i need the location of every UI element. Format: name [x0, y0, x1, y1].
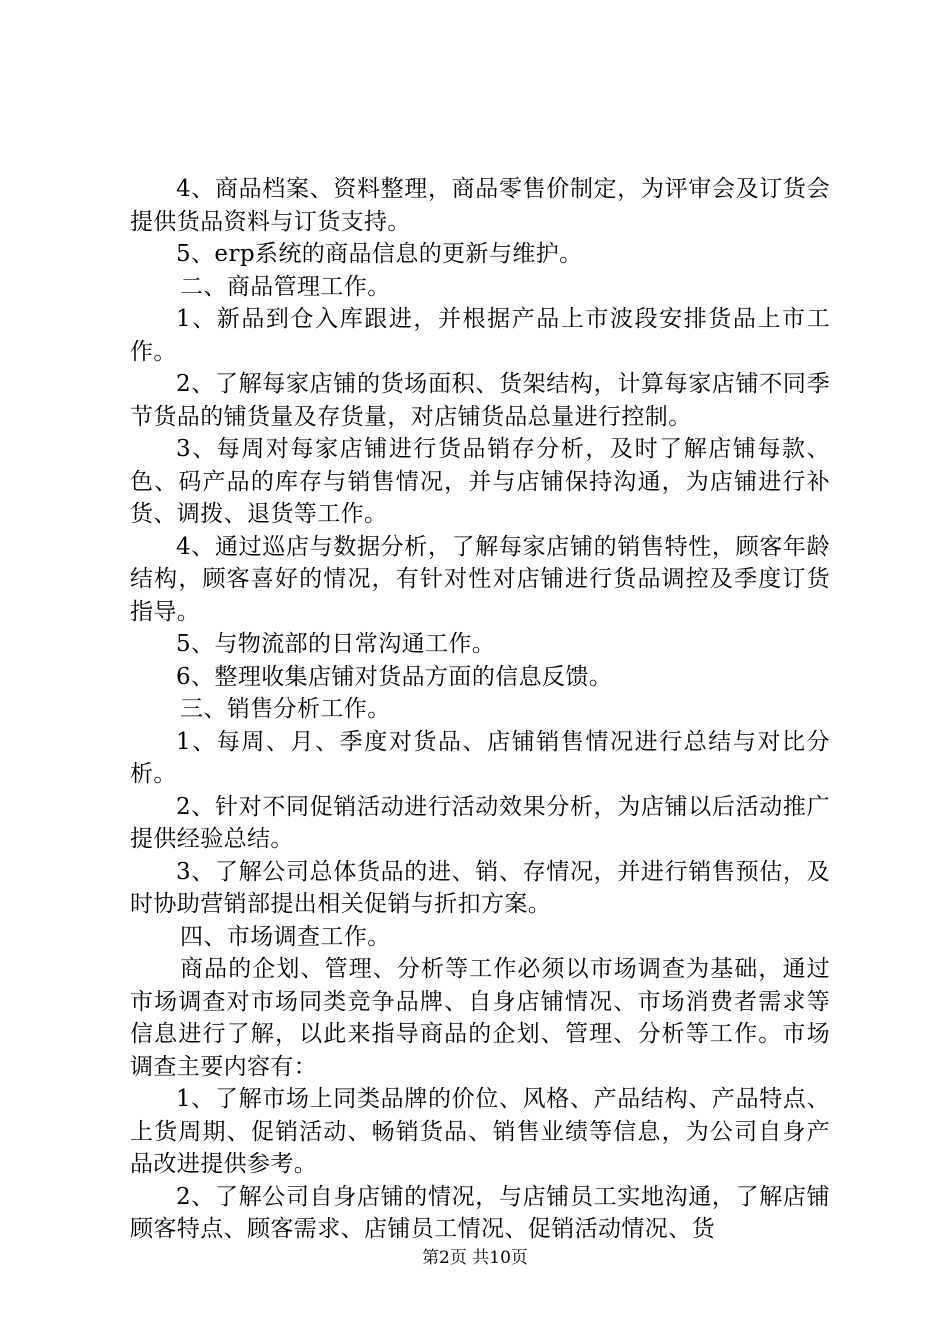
paragraph-item-3-weekly-analysis: 3、每周对每家店铺进行货品销存分析，及时了解店铺每款、色、码产品的库存与销售情况，并与店铺保持沟通，为店铺进行补货、调拨、退货等工作。 — [130, 436, 830, 527]
paragraph-item-2-promotion-analysis: 2、针对不同促销活动进行活动效果分析，为店铺以后活动推广提供经验总结。 — [130, 793, 830, 852]
section-heading-sales-analysis: 三、销售分析工作。 — [180, 696, 391, 722]
paragraph-item-2-store-area: 2、了解每家店铺的货场面积、货架结构，计算每家店铺不同季节货品的铺货量及存货量，对店铺货品总量进行控制。 — [130, 371, 830, 430]
paragraph-item-1-new-products: 1、新品到仓入库跟进，并根据产品上市波段安排货品上市工作。 — [130, 306, 830, 365]
paragraph-item-6-feedback: 6、整理收集店铺对货品方面的信息反馈。 — [176, 663, 613, 690]
paragraph-item-1-competitor-research: 1、了解市场上同类品牌的价位、风格、产品结构、产品特点、上货周期、促销活动、畅销货品、销售业绩等信息，为公司自身产品改进提供参考。 — [130, 1086, 830, 1177]
paragraph-item-4-store-visits: 4、通过巡店与数据分析，了解每家店铺的销售特性，顾客年龄结构，顾客喜好的情况，有针对性对店铺进行货品调控及季度订货指导。 — [130, 533, 830, 625]
paragraph-market-research-intro: 商品的企划、管理、分析等工作必须以市场调查为基础，通过市场调查对市场同类竞争品牌、自身店铺情况、市场消费者需求等信息进行了解，以此来指导商品的企划、管理、分析等工作。市场调查主要内容有： — [130, 956, 830, 1080]
section-heading-product-management: 二、商品管理工作。 — [180, 273, 391, 300]
paragraph-item-1-periodic-summary: 1、每周、月、季度对货品、店铺销售情况进行总结与对比分析。 — [130, 728, 830, 787]
paragraph-item-5-erp: 5、erp系统的商品信息的更新与维护。 — [176, 241, 583, 267]
document-body — [130, 173, 830, 1246]
paragraph-item-5-logistics: 5、与物流部的日常沟通工作。 — [176, 631, 496, 657]
paragraph-item-2-own-stores: 2、了解公司自身店铺的情况，与店铺员工实地沟通，了解店铺顾客特点、顾客需求、店铺员工情况、促销活动情况、货 — [130, 1183, 830, 1242]
paragraph-item-4-archive: 4、商品档案、资料整理，商品零售价制定，为评审会及订货会提供货品资料与订货支持。 — [130, 176, 830, 235]
paragraph-item-3-sales-forecast: 3、了解公司总体货品的进、销、存情况，并进行销售预估，及时协助营销部提出相关促销与折扣方案。 — [130, 858, 830, 917]
section-heading-market-research: 四、市场调查工作。 — [180, 923, 391, 950]
page-number-label: 第2页 共10页 — [422, 1248, 528, 1268]
page-footer — [0, 1246, 950, 1270]
